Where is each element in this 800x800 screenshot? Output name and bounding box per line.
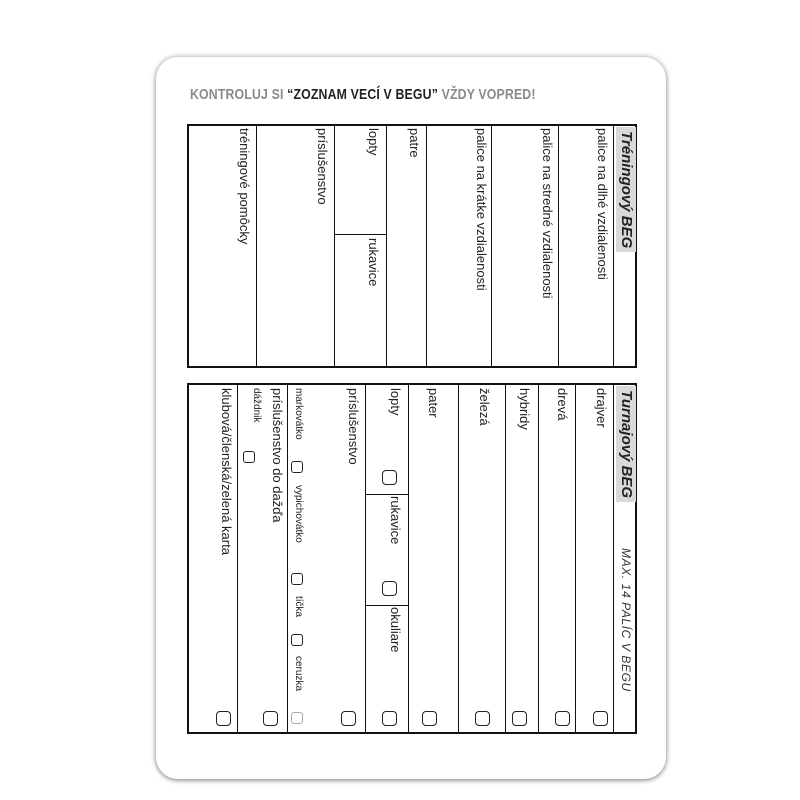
- tournament-item-glove: rukavice: [388, 496, 403, 545]
- training-title: Tréningový BEG: [616, 127, 636, 252]
- checkbox-accessories[interactable]: [341, 711, 356, 726]
- checkbox-driver[interactable]: [593, 711, 608, 726]
- headline-prefix: KONTROLUJ SI: [190, 86, 288, 103]
- checkbox-irons[interactable]: [475, 711, 490, 726]
- tournament-item-marker: markovátko: [293, 388, 304, 440]
- checkbox-pencil[interactable]: [291, 712, 303, 724]
- training-item-glove: rukavice: [366, 238, 381, 287]
- training-table: [187, 124, 637, 368]
- checkbox-repair[interactable]: [291, 573, 303, 585]
- tournament-item-putter: pater: [426, 388, 441, 418]
- checkbox-hybrids[interactable]: [512, 711, 527, 726]
- headline-highlight: “ZOZNAM VECÍ V BEGU”: [287, 86, 439, 103]
- page-headline: [190, 86, 536, 103]
- training-item-mid: palice na stredné vzdialenosti: [540, 128, 555, 299]
- tournament-item-glasses: okuliare: [388, 607, 403, 653]
- checkbox-putter[interactable]: [422, 711, 437, 726]
- tournament-item-driver: drajver: [594, 388, 609, 428]
- checkbox-woods[interactable]: [555, 711, 570, 726]
- headline-suffix: VŽDY VOPRED!: [438, 86, 536, 103]
- checkbox-glasses[interactable]: [382, 711, 397, 726]
- tournament-item-balls: lopty: [388, 388, 403, 416]
- training-item-long: palice na dlhé vzdialenosti: [595, 128, 610, 280]
- tournament-item-pencil: ceruzka: [293, 656, 304, 692]
- tournament-table: [187, 383, 637, 734]
- checkbox-balls[interactable]: [382, 470, 397, 485]
- tournament-item-hybrids: hybridy: [517, 388, 532, 430]
- checkbox-rain-accessories[interactable]: [263, 711, 278, 726]
- checkbox-glove[interactable]: [382, 581, 397, 596]
- tournament-title: Turnajový BEG: [616, 386, 636, 502]
- checkbox-umbrella[interactable]: [243, 451, 255, 463]
- tournament-item-woods: drevá: [555, 388, 570, 421]
- tournament-item-irons: železá: [477, 388, 492, 426]
- training-item-putter: patre: [407, 128, 422, 158]
- tournament-note: MAX. 14 PALÍC V BEGU: [619, 548, 633, 692]
- tournament-item-accessories: príslušenstvo: [346, 388, 361, 465]
- tournament-item-repair: vypichovátko: [293, 485, 304, 543]
- tournament-item-tee: tíčka: [293, 596, 304, 618]
- training-item-accessories: príslušenstvo: [315, 128, 330, 205]
- training-item-aids: tréningové pomôcky: [237, 128, 252, 245]
- tournament-item-card: klubová/členská/zelená karta: [219, 388, 234, 555]
- tournament-item-rain-accessories: príslušenstvo do dažďa: [270, 388, 285, 523]
- tournament-item-umbrella: dáždnik: [251, 388, 262, 423]
- training-item-balls: lopty: [366, 128, 381, 156]
- checkbox-tee[interactable]: [291, 634, 303, 646]
- checkbox-marker[interactable]: [291, 461, 303, 473]
- training-item-short: palice na krátke vzdialenosti: [474, 128, 489, 291]
- checkbox-card[interactable]: [216, 711, 231, 726]
